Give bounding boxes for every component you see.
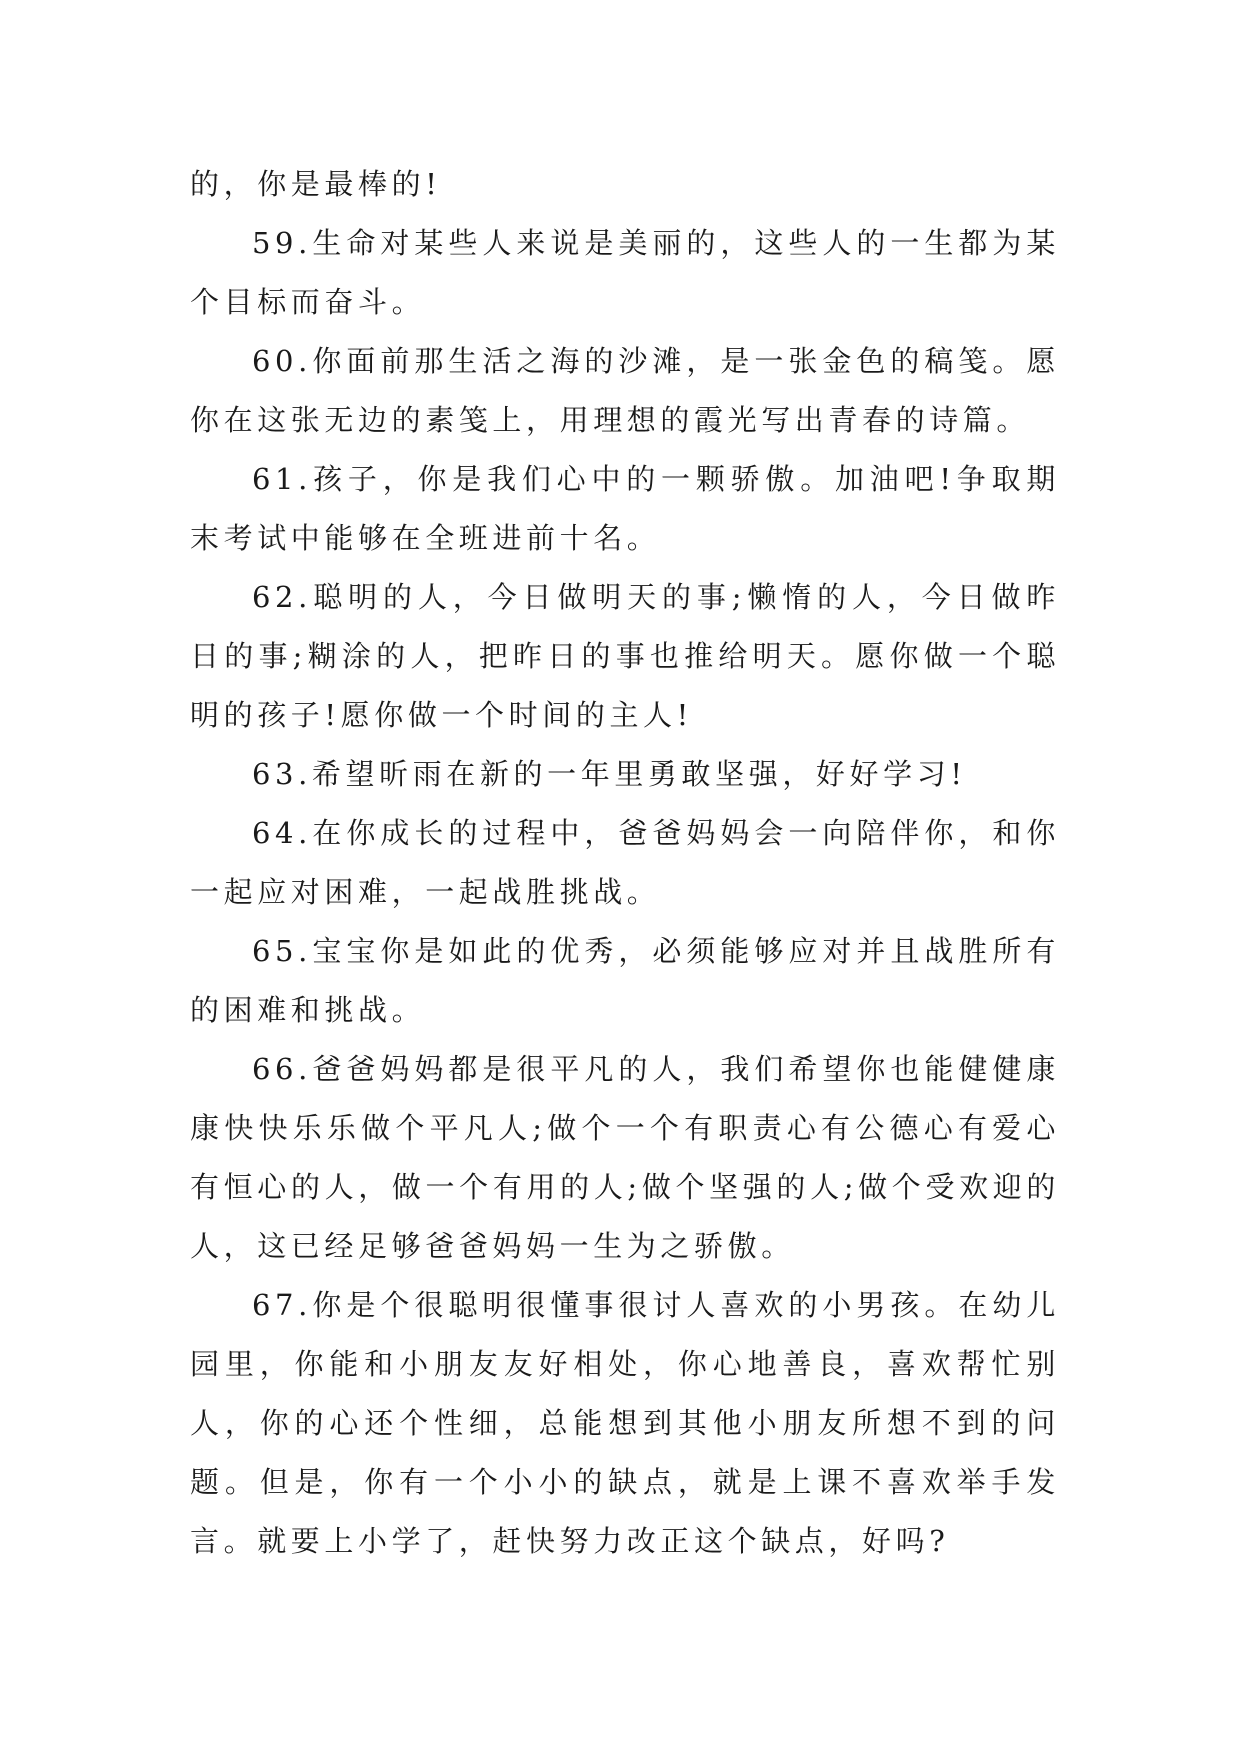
paragraph-64: 64.在你成长的过程中，爸爸妈妈会一向陪伴你，和你一起应对困难，一起战胜挑战。: [190, 816, 1060, 909]
paragraph-60: 60.你面前那生活之海的沙滩，是一张金色的稿笺。愿你在这张无边的素笺上，用理想的霞光写出青春的诗篇。: [190, 344, 1060, 437]
paragraph-61: 61.孩子，你是我们心中的一颗骄傲。加油吧!争取期末考试中能够在全班进前十名。: [190, 462, 1060, 555]
paragraph-63: 63.希望昕雨在新的一年里勇敢坚强，好好学习!: [252, 757, 967, 791]
paragraph-65: 65.宝宝你是如此的优秀，必须能够应对并且战胜所有的困难和挑战。: [190, 934, 1060, 1027]
paragraph-59: 59.生命对某些人来说是美丽的，这些人的一生都为某个目标而奋斗。: [190, 226, 1060, 319]
paragraph-62: 62.聪明的人，今日做明天的事;懒惰的人，今日做昨日的事;糊涂的人，把昨日的事也推给明天。愿你做一个聪明的孩子!愿你做一个时间的主人!: [190, 580, 1060, 732]
paragraph-66: 66.爸爸妈妈都是很平凡的人，我们希望你也能健健康康快快乐乐做个平凡人;做个一个有职责心有公德心有爱心有恒心的人，做一个有用的人;做个坚强的人;做个受欢迎的人，这已经足够爸爸妈妈一生为之骄傲。: [190, 1052, 1060, 1263]
paragraph-continuation: 的，你是最棒的!: [190, 167, 442, 201]
document-page: [190, 155, 1060, 1571]
paragraph-67: 67.你是个很聪明很懂事很讨人喜欢的小男孩。在幼儿园里，你能和小朋友友好相处，你心地善良，喜欢帮忙别人，你的心还个性细，总能想到其他小朋友所想不到的问题。但是，你有一个小小的缺点，就是上课不喜欢举手发言。就要上小学了，赶快努力改正这个缺点，好吗?: [190, 1288, 1060, 1558]
